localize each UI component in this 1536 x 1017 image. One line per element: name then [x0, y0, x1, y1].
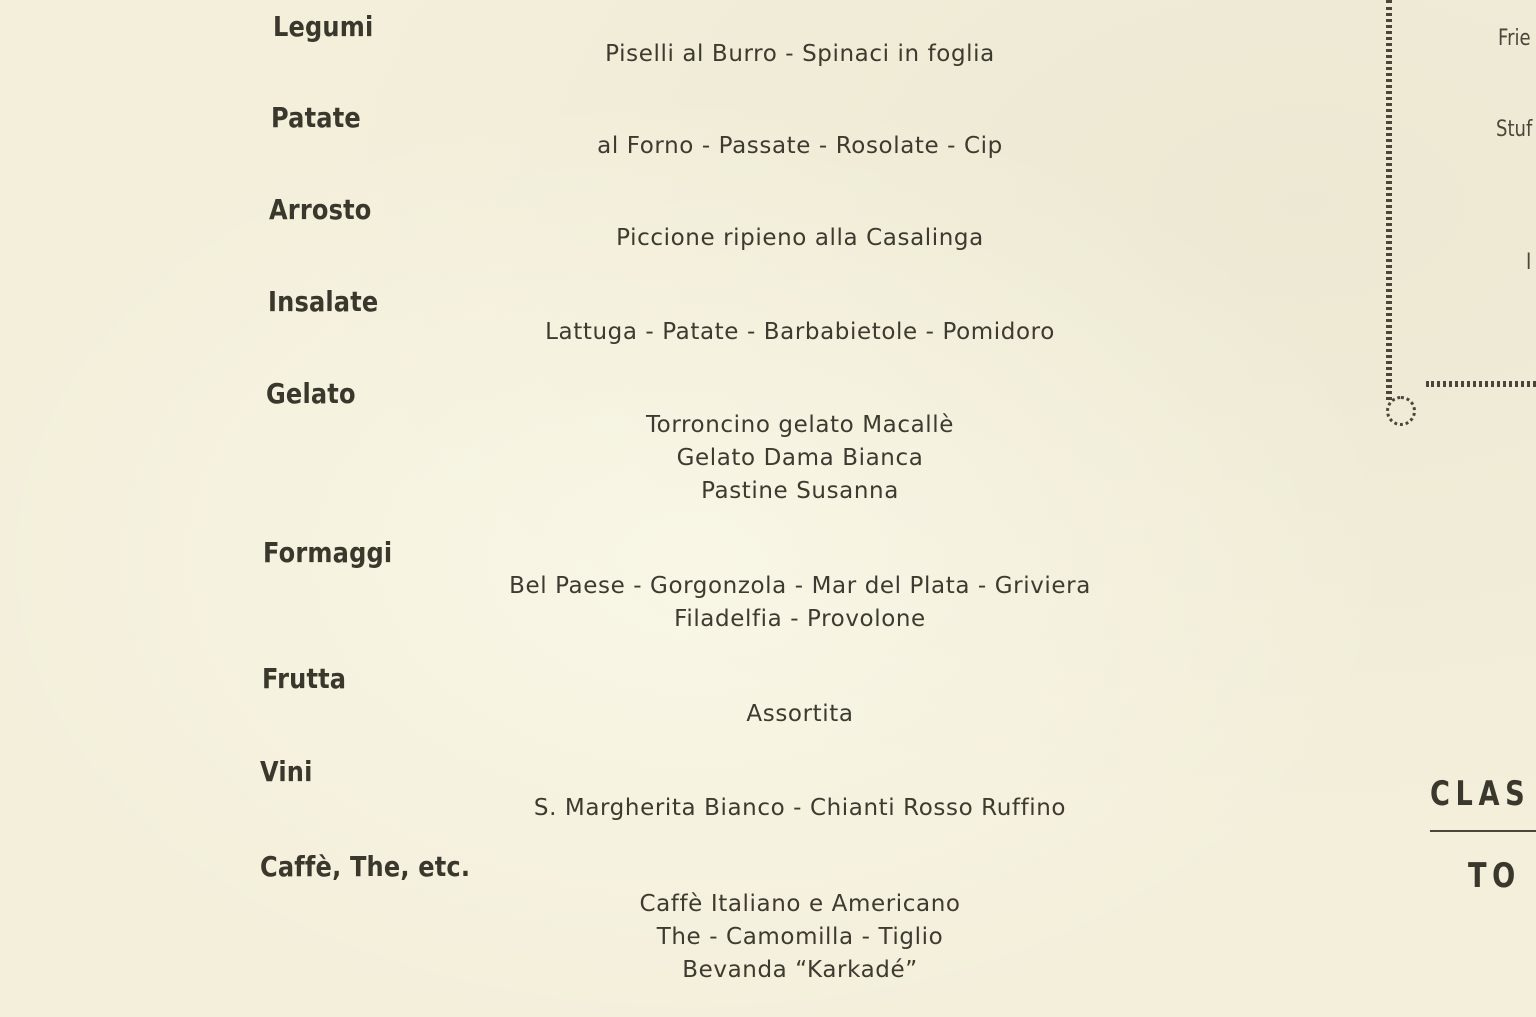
section-heading: Patate [271, 101, 361, 134]
menu-item: Gelato Dama Bianca [676, 445, 924, 471]
section-heading: Vini [260, 755, 313, 788]
adjacent-text-fragment: Frie [1498, 26, 1531, 51]
dotted-border-horizontal [1426, 381, 1536, 387]
menu-item: Filadelfia - Provolone [674, 606, 926, 632]
adjacent-text-fragment: Stuf [1496, 117, 1533, 142]
section-heading: Insalate [268, 285, 379, 318]
section-items [350, 409, 1250, 508]
adjacent-heading: CLAS [1430, 774, 1531, 814]
section-items [350, 570, 1250, 636]
section-heading: Gelato [266, 377, 356, 410]
menu-item: Bel Paese - Gorgonzola - Mar del Plata - Griviera [509, 573, 1091, 599]
section-heading: Formaggi [263, 536, 393, 569]
section-items [350, 38, 1250, 71]
section-heading: Frutta [262, 662, 347, 695]
menu-item: al Forno - Passate - Rosolate - Cip [597, 133, 1003, 159]
adjacent-page [1380, 0, 1536, 1017]
section-items [350, 792, 1250, 825]
section-items [350, 698, 1250, 731]
menu-item: Torroncino gelato Macallè [645, 412, 955, 438]
ornament-curl-icon [1386, 396, 1416, 426]
section-items [350, 888, 1250, 987]
adjacent-heading: TO [1468, 856, 1521, 896]
heading-rule [1430, 830, 1536, 832]
dotted-border-vertical [1386, 0, 1392, 400]
section-heading: Caffè, The, etc. [260, 850, 471, 883]
menu-item: Piccione ripieno alla Casalinga [616, 225, 984, 251]
menu-item: Assortita [746, 701, 854, 727]
section-heading: Arrosto [269, 193, 372, 226]
menu-item: The - Camomilla - Tiglio [656, 924, 944, 950]
menu-item: Pastine Susanna [701, 478, 899, 504]
section-items [350, 130, 1250, 163]
section-heading: Legumi [273, 10, 374, 43]
menu-item: Lattuga - Patate - Barbabietole - Pomidoro [545, 319, 1055, 345]
menu-item: S. Margherita Bianco - Chianti Rosso Ruffino [533, 795, 1067, 821]
menu-item: Caffè Italiano e Americano [639, 891, 961, 917]
section-items [350, 222, 1250, 255]
adjacent-text-fragment: I [1526, 250, 1532, 275]
menu-item: Piselli al Burro - Spinaci in foglia [605, 41, 995, 67]
section-items [350, 316, 1250, 349]
menu-item: Bevanda “Karkadé” [682, 957, 918, 983]
